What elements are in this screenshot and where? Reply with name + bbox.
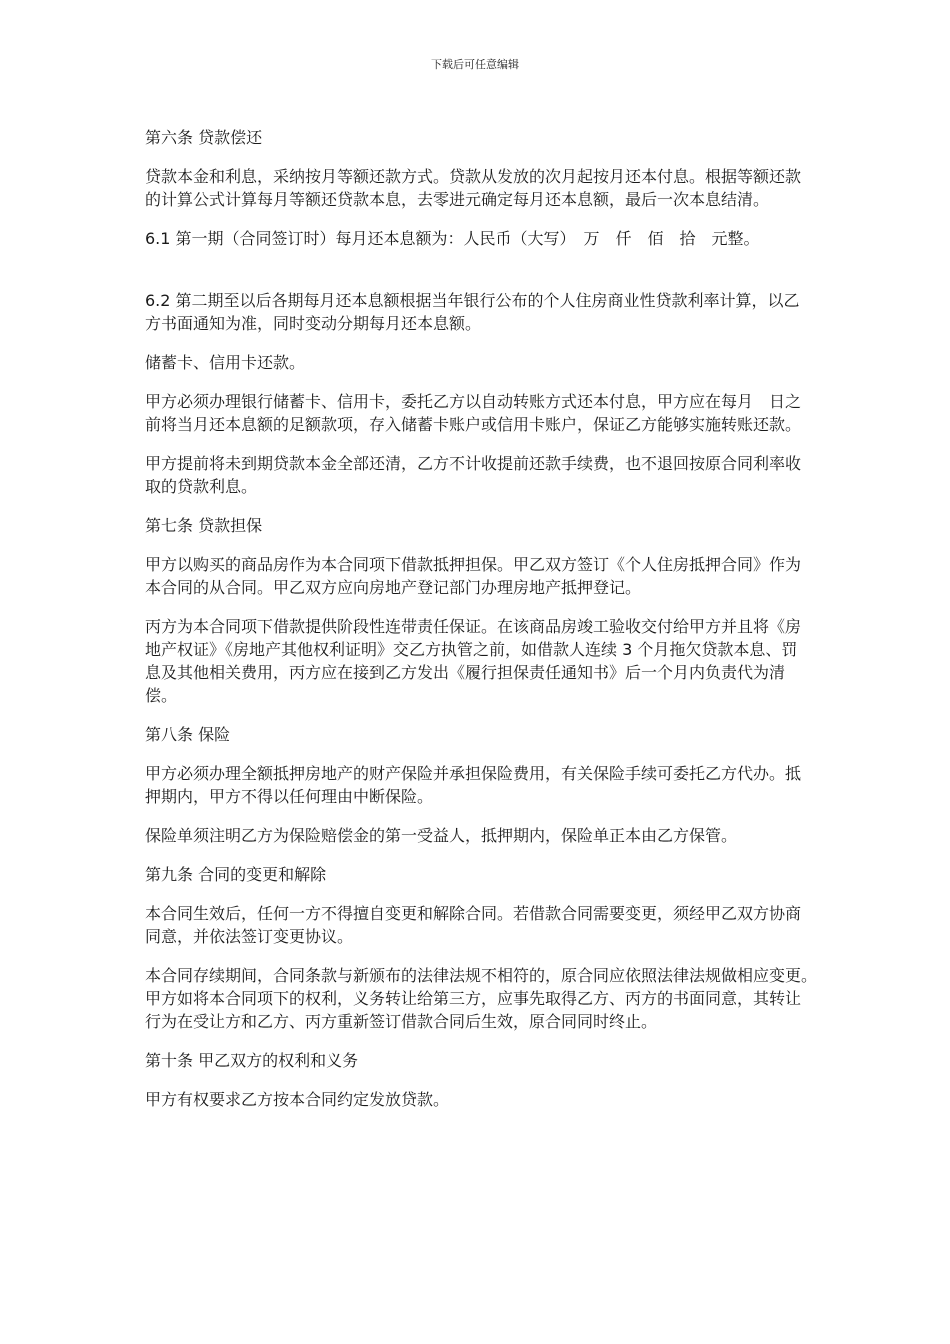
section-heading-article-10: 第十条 甲乙双方的权利和义务 <box>145 1051 359 1070</box>
paragraph: 甲方提前将未到期贷款本金全部还清，乙方不计收提前还款手续费，也不退回按原合同利率收取的贷款利息。 <box>145 454 802 496</box>
section-heading-article-7: 第七条 贷款担保 <box>145 516 263 535</box>
page-header: 下载后可任意编辑 <box>431 58 519 71</box>
section-heading-article-8: 第八条 保险 <box>145 725 231 744</box>
section-heading-article-6: 第六条 贷款偿还 <box>145 128 263 147</box>
paragraph: 甲方必须办理银行储蓄卡、信用卡，委托乙方以自动转账方式还本付息，甲方应在每月 日之前将当月还本息额的足额款项，存入储蓄卡账户或信用卡账户，保证乙方能够实施转账还款。 <box>145 392 802 434</box>
paragraph: 保险单须注明乙方为保险赔偿金的第一受益人，抵押期内，保险单正本由乙方保管。 <box>145 826 738 845</box>
document-body <box>145 126 826 1127</box>
clause-6-1: 6.1 第一期（合同签订时）每月还本息额为：人民币（大写） 万 仟 佰 拾 元整。 <box>145 229 760 248</box>
paragraph: 本合同生效后，任何一方不得擅自变更和解除合同。若借款合同需要变更，须经甲乙双方协商同意，并依法签订变更协议。 <box>145 904 802 946</box>
paragraph: 贷款本金和利息，采纳按月等额还款方式。贷款从发放的次月起按月还本付息。根据等额还款的计算公式计算每月等额还贷款本息，去零进元确定每月还本息额，最后一次本息结清。 <box>145 167 802 209</box>
paragraph: 甲方以购买的商品房作为本合同项下借款抵押担保。甲乙双方签订《个人住房抵押合同》作为本合同的从合同。甲乙双方应向房地产登记部门办理房地产抵押登记。 <box>145 555 802 597</box>
clause-6-2: 6.2 第二期至以后各期每月还本息额根据当年银行公布的个人住房商业性贷款利率计算，以乙方书面通知为准，同时变动分期每月还本息额。 <box>145 291 800 333</box>
paragraph: 丙方为本合同项下借款提供阶段性连带责任保证。在该商品房竣工验收交付给甲方并且将《房地产权证》《房地产其他权利证明》交乙方执管之前，如借款人连续 3 个月拖欠贷款本息、罚息及其他相关费用，丙方应在接到乙方发出《履行担保责任通知书》后一个月内负责代为清偿。 <box>145 617 802 705</box>
paragraph: 本合同存续期间，合同条款与新颁布的法律法规不相符的，原合同应依照法律法规做相应变更。 甲方如将本合同项下的权利，义务转让给第三方，应事先取得乙方、丙方的书面同意，其转让行为在受让方和乙方、丙方重新签订借款合同后生效，原合同同时终止。 <box>145 966 826 1031</box>
paragraph: 甲方有权要求乙方按本合同约定发放贷款。 <box>145 1090 450 1109</box>
paragraph: 储蓄卡、信用卡还款。 <box>145 353 306 372</box>
section-heading-article-9: 第九条 合同的变更和解除 <box>145 865 327 884</box>
paragraph: 甲方必须办理全额抵押房地产的财产保险并承担保险费用，有关保险手续可委托乙方代办。抵押期内，甲方不得以任何理由中断保险。 <box>145 764 802 806</box>
